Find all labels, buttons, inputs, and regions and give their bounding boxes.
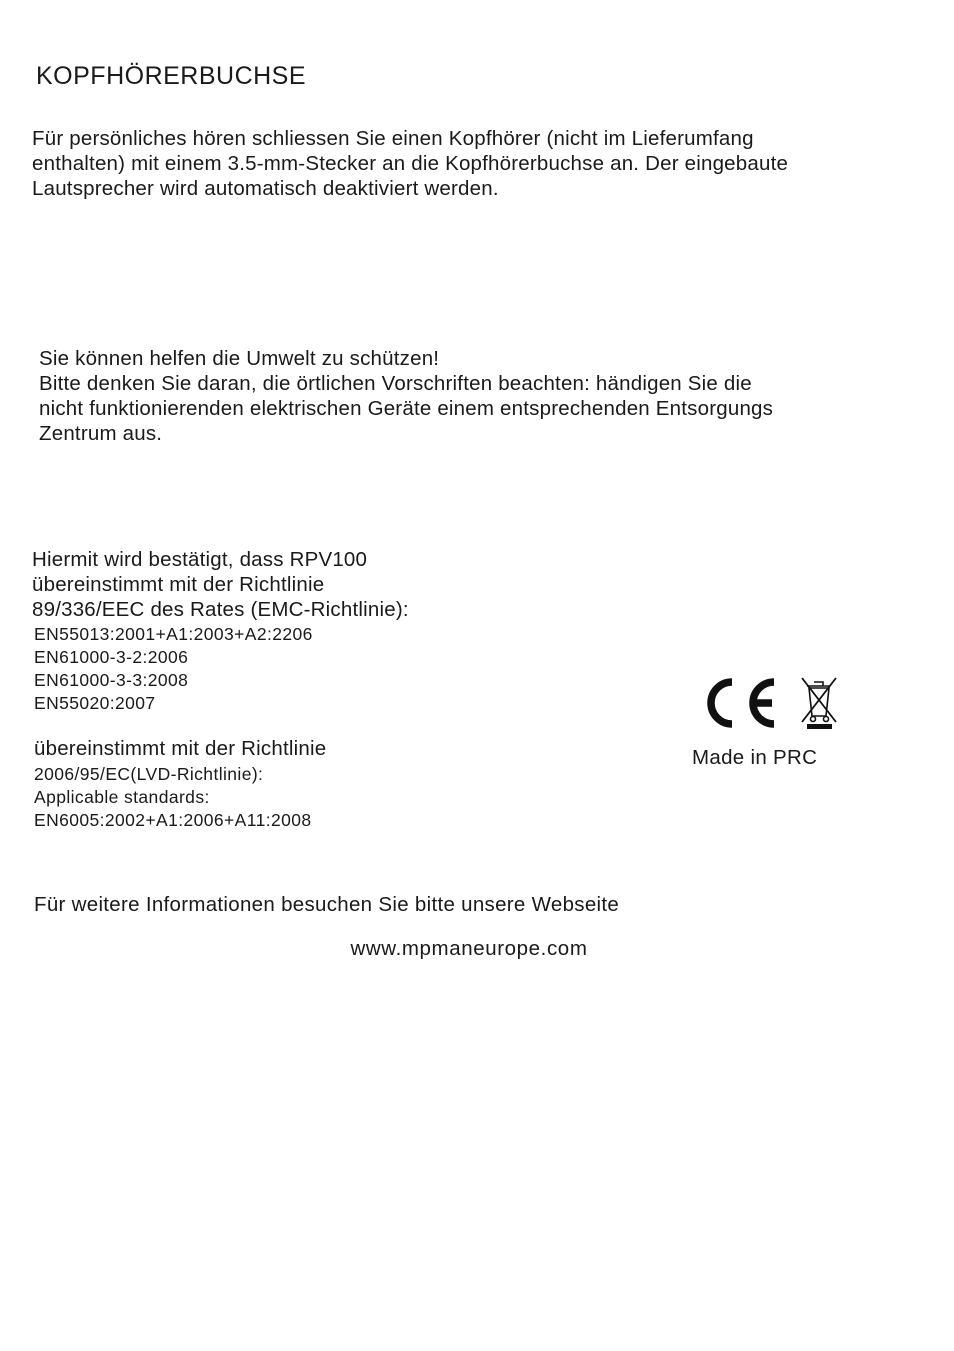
lvd-heading: übereinstimmt mit der Richtlinie	[34, 737, 327, 760]
declaration-line: 89/336/EEC des Rates (EMC-Richtlinie):	[32, 598, 409, 621]
standard-item: EN55013:2001+A1:2003+A2:2206	[34, 624, 313, 644]
standard-item: EN55020:2007	[34, 693, 156, 713]
declaration-line: übereinstimmt mit der Richtlinie	[32, 573, 325, 596]
standard-item: EN61000-3-2:2006	[34, 647, 189, 667]
paragraph-line: enthalten) mit einem 3.5-mm-Stecker an die Kopfhörerbuchse an. Der eingebaute	[32, 152, 789, 175]
made-in-label: Made in PRC	[692, 746, 818, 769]
declaration-line: Hiermit wird bestätigt, dass RPV100	[32, 548, 368, 571]
compliance-marks	[706, 672, 840, 732]
lvd-line: Applicable standards:	[34, 787, 210, 807]
more-info-text: Für weitere Informationen besuchen Sie bitte unsere Webseite	[34, 893, 620, 916]
paragraph-line: Zentrum aus.	[39, 422, 163, 445]
ce-mark-icon	[711, 682, 774, 724]
environment-paragraph	[39, 346, 773, 446]
paragraph-line: nicht funktionierenden elektrischen Geräte einem entsprechenden Entsorgungs	[39, 397, 774, 420]
paragraph-line: Lautsprecher wird automatisch deaktiviert werden.	[32, 177, 499, 200]
emc-standards-list	[34, 623, 313, 715]
conformity-declaration	[32, 547, 409, 622]
standard-item: EN61000-3-3:2008	[34, 670, 189, 690]
page-title: KOPFHÖRERBUCHSE	[36, 62, 307, 90]
website-link-row	[0, 937, 954, 961]
website-link[interactable]: www.mpmaneurope.com	[350, 937, 588, 960]
lvd-line: 2006/95/EC(LVD-Richtlinie):	[34, 764, 264, 784]
crossed-out-wheelie-bin-icon	[802, 678, 836, 729]
headphone-paragraph	[32, 126, 788, 201]
paragraph-line: Bitte denken Sie daran, die örtlichen Vorschriften beachten: händigen Sie die	[39, 372, 752, 395]
paragraph-line: Sie können helfen die Umwelt zu schützen!	[39, 347, 440, 370]
lvd-line: EN6005:2002+A1:2006+A11:2008	[34, 810, 312, 830]
lvd-standards-list	[34, 763, 312, 832]
paragraph-line: Für persönliches hören schliessen Sie einen Kopfhörer (nicht im Lieferumfang	[32, 127, 754, 150]
